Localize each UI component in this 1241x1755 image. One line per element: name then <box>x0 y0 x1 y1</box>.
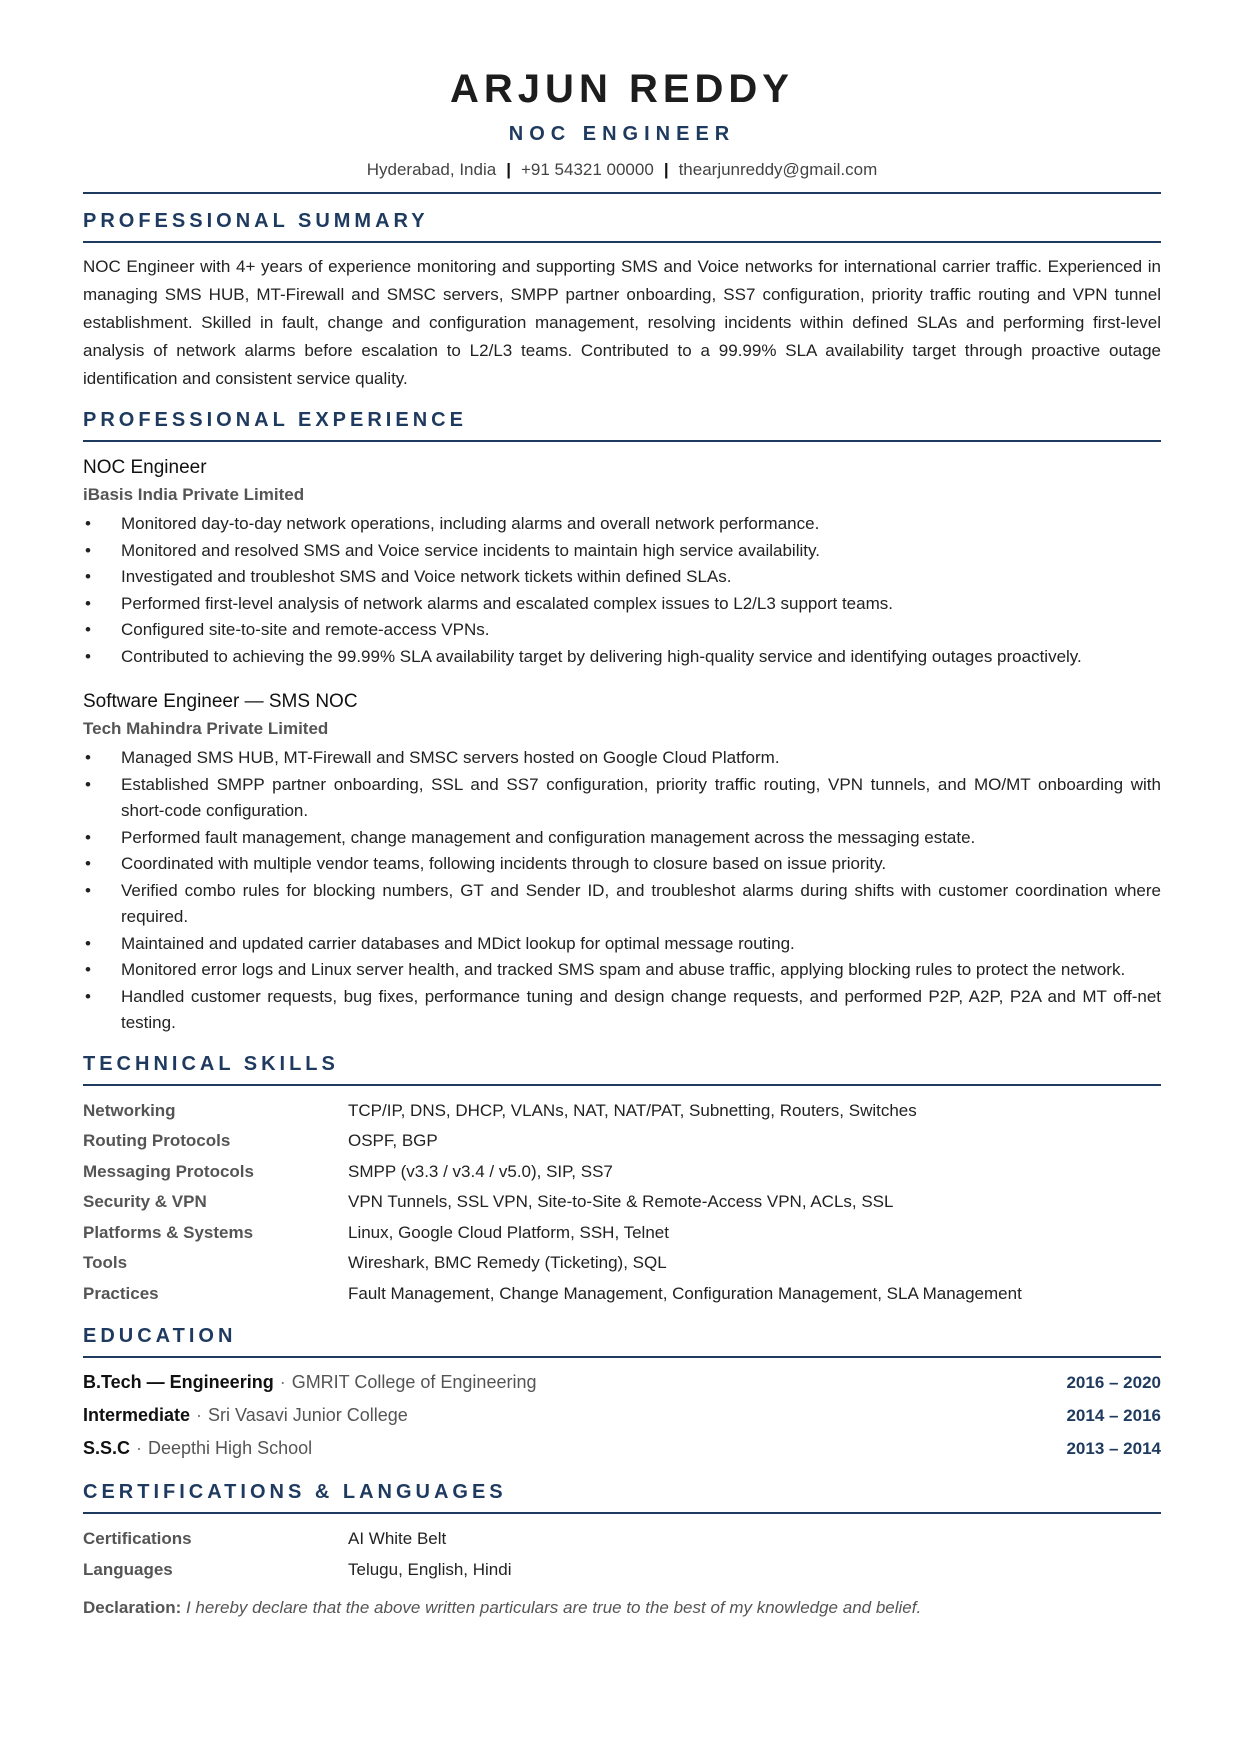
resume-page <box>83 60 1161 1621</box>
section-title-summary: PROFESSIONAL SUMMARY <box>83 208 1161 243</box>
job-bullet <box>83 957 1161 984</box>
skill-row <box>83 1096 1161 1127</box>
certification-row <box>83 1555 1161 1586</box>
job-entry <box>83 454 1161 670</box>
job-title: NOC Engineer <box>83 457 207 478</box>
section-title-certifications: CERTIFICATIONS & LANGUAGES <box>83 1479 1161 1514</box>
candidate-name: ARJUN REDDY <box>450 67 794 111</box>
certifications-table <box>83 1524 1161 1585</box>
contact-phone: +91 54321 00000 <box>520 160 654 179</box>
bullet-icon: • <box>85 593 91 613</box>
job-company: Tech Mahindra Private Limited <box>83 719 329 738</box>
contact-separator: | <box>663 160 669 179</box>
certification-row-label: Languages <box>83 1559 173 1579</box>
education-years: 2014 – 2016 <box>1066 1406 1161 1425</box>
job-company: iBasis India Private Limited <box>83 485 305 504</box>
job-bullet-text: Verified combo rules for blocking numbers, GT and Sender ID, and troubleshot alarms during shifts with customer coordination where required. <box>121 880 1161 926</box>
skill-row-label: Practices <box>83 1283 159 1303</box>
certification-row-label: Certifications <box>83 1529 192 1548</box>
job-bullet <box>83 984 1161 1037</box>
education-separator: · <box>279 1372 286 1392</box>
skill-row-value: VPN Tunnels, SSL VPN, Site-to-Site & Remote-Access VPN, ACLs, SSL <box>348 1192 894 1211</box>
candidate-role: NOC ENGINEER <box>508 123 736 145</box>
education-list <box>83 1366 1161 1465</box>
job-entry <box>83 688 1161 1037</box>
skill-row-value: Linux, Google Cloud Platform, SSH, Telnet <box>348 1222 669 1242</box>
education-row <box>83 1399 1161 1432</box>
education-info <box>83 1432 312 1465</box>
skill-row-label: Platforms & Systems <box>83 1222 254 1242</box>
education-row <box>83 1366 1161 1399</box>
education-degree: B.Tech — Engineering <box>83 1372 274 1392</box>
job-bullet-list <box>83 511 1161 670</box>
education-degree: Intermediate <box>83 1405 191 1425</box>
job-title: Software Engineer — SMS NOC <box>83 691 358 712</box>
skill-row-value: SMPP (v3.3 / v3.4 / v5.0), SIP, SS7 <box>348 1161 613 1181</box>
job-bullet-text: Investigated and troubleshot SMS and Voice network tickets within defined SLAs. <box>121 567 732 586</box>
bullet-icon: • <box>85 827 91 847</box>
section-title-experience: PROFESSIONAL EXPERIENCE <box>83 407 1161 442</box>
education-degree: S.S.C <box>83 1438 131 1458</box>
job-bullet <box>83 617 1161 644</box>
experience-list <box>83 454 1161 1037</box>
resume-header <box>83 60 1161 182</box>
bullet-icon: • <box>85 540 91 560</box>
job-bullet-text: Monitored and resolved SMS and Voice service incidents to maintain high service availability. <box>121 540 820 560</box>
job-bullet <box>83 745 1161 772</box>
contact-separator: | <box>506 160 511 179</box>
skill-row <box>83 1157 1161 1188</box>
job-bullet <box>83 878 1161 931</box>
contact-location: Hyderabad, India <box>366 160 497 179</box>
job-bullet <box>83 564 1161 591</box>
section-title-skills: TECHNICAL SKILLS <box>83 1051 1161 1086</box>
job-bullet-text: Handled customer requests, bug fixes, performance tuning and design change requests, and performed P2P, A2P, P2A and MT off-net testing. <box>121 986 1161 1032</box>
summary-text: NOC Engineer with 4+ years of experience monitoring and supporting SMS and Voice networks for international carrier traffic. Experienced in managing SMS HUB, MT-Firewall and SMSC servers, SMPP partner onboarding, SS7 configuration, priority traffic routing and VPN tunnel establishment. Skilled in fault, change and configuration management, resolving incidents within defined SLAs and performing first-level analysis of network alarms before escalation to L2/L3 teams. Contributed to a 99.99% SLA availability target through proactive outage identification and consistent service quality. <box>83 257 1161 388</box>
job-bullet-text: Contributed to achieving the 99.99% SLA availability target by delivering high-quality service and identifying outages proactively. <box>121 646 1082 666</box>
bullet-icon: • <box>85 880 91 900</box>
declaration <box>83 1595 1161 1621</box>
job-bullet <box>83 772 1161 825</box>
skill-row-label: Tools <box>83 1253 128 1272</box>
education-school: Sri Vasavi Junior College <box>208 1405 408 1425</box>
education-row <box>83 1432 1161 1465</box>
skill-row-value: Wireshark, BMC Remedy (Ticketing), SQL <box>348 1253 667 1272</box>
job-bullet <box>83 511 1161 538</box>
job-bullet <box>83 851 1161 878</box>
job-bullet-text: Monitored day-to-day network operations, including alarms and overall network performance. <box>121 514 820 533</box>
skill-row-label: Messaging Protocols <box>83 1161 254 1181</box>
job-bullet-text: Established SMPP partner onboarding, SSL and SS7 configuration, priority traffic routing, VPN tunnels, and MO/MT onboarding with short-code configuration. <box>121 774 1161 820</box>
bullet-icon: • <box>85 986 91 1006</box>
bullet-icon: • <box>85 933 91 953</box>
skill-row <box>83 1187 1161 1218</box>
skill-row <box>83 1218 1161 1249</box>
certification-row <box>83 1524 1161 1555</box>
education-info <box>83 1399 408 1432</box>
job-bullet <box>83 931 1161 958</box>
education-years: 2016 – 2020 <box>1066 1373 1161 1392</box>
skill-row-value: Fault Management, Change Management, Configuration Management, SLA Management <box>348 1283 1022 1303</box>
skill-row-label: Security & VPN <box>83 1192 207 1211</box>
skill-row <box>83 1248 1161 1279</box>
education-separator: · <box>196 1405 203 1425</box>
contact-email[interactable]: thearjunreddy@gmail.com <box>678 160 878 179</box>
skill-row-value: TCP/IP, DNS, DHCP, VLANs, NAT, NAT/PAT, Subnetting, Routers, Switches <box>348 1100 917 1120</box>
job-bullet <box>83 591 1161 618</box>
job-bullet <box>83 538 1161 565</box>
certification-row-value: AI White Belt <box>348 1529 447 1548</box>
job-bullet-text: Performed first-level analysis of network alarms and escalated complex issues to L2/L3 support teams. <box>121 593 893 613</box>
skill-row-label: Routing Protocols <box>83 1131 231 1150</box>
declaration-text: I hereby declare that the above written particulars are true to the best of my knowledge and belief. <box>185 1598 922 1617</box>
job-bullet <box>83 644 1161 671</box>
education-school: GMRIT College of Engineering <box>291 1372 537 1392</box>
education-school: Deepthi High School <box>148 1438 313 1458</box>
job-bullet-text: Monitored error logs and Linux server health, and tracked SMS spam and abuse traffic, applying blocking rules to protect the network. <box>121 960 1126 979</box>
job-bullet-text: Coordinated with multiple vendor teams, following incidents through to closure based on issue priority. <box>121 854 887 873</box>
bullet-icon: • <box>85 620 91 639</box>
job-bullet <box>83 825 1161 852</box>
job-bullet-text: Maintained and updated carrier databases and MDict lookup for optimal message routing. <box>121 933 795 953</box>
skill-row <box>83 1279 1161 1310</box>
certification-row-value: Telugu, English, Hindi <box>348 1559 512 1579</box>
header-divider <box>83 192 1161 194</box>
bullet-icon: • <box>85 567 91 586</box>
bullet-icon: • <box>85 854 91 873</box>
skill-row <box>83 1126 1161 1157</box>
declaration-label: Declaration: <box>83 1598 182 1617</box>
job-bullet-list <box>83 745 1161 1037</box>
skill-row-value: OSPF, BGP <box>348 1131 438 1150</box>
skills-table <box>83 1096 1161 1310</box>
education-years: 2013 – 2014 <box>1066 1439 1161 1458</box>
skill-row-label: Networking <box>83 1100 176 1120</box>
job-bullet-text: Managed SMS HUB, MT-Firewall and SMSC servers hosted on Google Cloud Platform. <box>121 748 780 767</box>
bullet-icon: • <box>85 960 91 979</box>
contact-line <box>83 158 1161 182</box>
education-info <box>83 1366 536 1399</box>
job-bullet-text: Configured site-to-site and remote-access VPNs. <box>121 620 490 639</box>
bullet-icon: • <box>85 514 91 533</box>
bullet-icon: • <box>85 646 91 666</box>
bullet-icon: • <box>85 774 91 794</box>
section-title-education: EDUCATION <box>83 1323 1161 1358</box>
education-separator: · <box>136 1438 143 1458</box>
bullet-icon: • <box>85 748 91 767</box>
job-bullet-text: Performed fault management, change management and configuration management across the messaging estate. <box>121 827 976 847</box>
